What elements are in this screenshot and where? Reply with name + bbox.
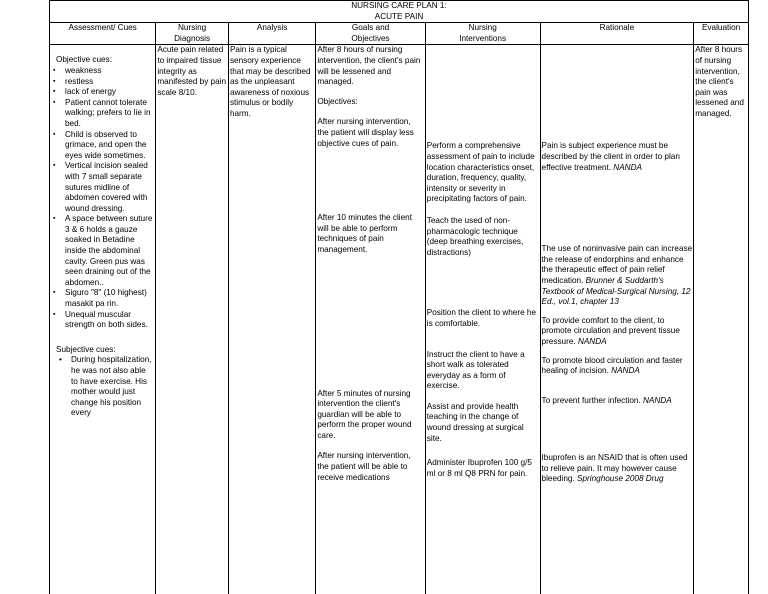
rationale-2: The use of noninvasive pain can increase the release of endorphins and enhance the therapeutic effect of pain relief medication. Brunner & Suddarth's Textbook of Medical-Surgical Nursing, 12 Ed., vol.1, chapter 13 (541, 244, 693, 307)
list-item: ▪ Child is observed to grimace, and open the eyes wide sometimes. (65, 130, 154, 162)
objective-4: After nursing intervention, the patient will be able to receive medications (317, 451, 411, 482)
rationale-3-source: NANDA (577, 336, 607, 346)
plan-title-line1: NURSING CARE PLAN 1: (351, 1, 447, 10)
header-assessment: Assessment/ Cues (50, 23, 156, 45)
goal-main: After 8 hours of nursing intervention, the client's pain will be lessened and managed. (317, 45, 421, 87)
diagnosis-text: Acute pain related to impaired tissue integrity as manifested by pain scale 8/10. (157, 45, 227, 97)
intervention-2: Teach the used of non-pharmacologic technique (deep breathing exercises, distractions) (426, 215, 524, 257)
plan-title-line2: ACUTE PAIN (374, 11, 424, 21)
list-item: ▪ Unequal muscular strength on both sides. (65, 310, 154, 331)
plan-title (50, 1, 749, 23)
intervention-4: Instruct the client to have a short walk as tolerated everyday as a form of exercise. (426, 349, 525, 391)
header-goals: Goals and Objectives (316, 23, 425, 45)
rationale-6-source: Springhouse 2008 Drug (577, 474, 664, 484)
intervention-1: Perform a comprehensive assessment of pain to include location characteristics onset, duration, frequency, quality, intensity or severity in precipitating factors of pain. (426, 141, 535, 204)
goals-cell (316, 45, 425, 594)
assessment-cell (50, 45, 156, 594)
evaluation-cell (694, 45, 749, 594)
subjective-cues-label: Subjective cues: (56, 344, 116, 354)
rationale-1-source: NANDA (613, 162, 642, 172)
analysis-cell (228, 45, 315, 594)
list-item: ▪ Patient cannot tolerate walking; prefers to lie in bed. (65, 98, 154, 130)
analysis-text: Pain is a typical sensory experience that may be described as the unpleasant awareness of noxious stimulus or bodily harm. (229, 45, 311, 118)
diagnosis-cell (156, 45, 229, 594)
care-plan-table (49, 0, 749, 594)
rationale-5: To prevent further infection. NANDA (541, 395, 672, 405)
intervention-3: Position the client to where he is comfortable. (426, 308, 537, 328)
rationale-cell (540, 45, 694, 594)
objective-1: After nursing intervention, the patient will display less objective cues of pain. (317, 117, 414, 148)
header-evaluation: Evaluation (694, 23, 749, 45)
rationale-2-source: Brunner & Suddarth's Textbook of Medical-Surgical Nursing, 12 Ed., vol.1, chapter 13 (541, 275, 691, 307)
objectives-label: Objectives: (317, 96, 358, 106)
rationale-4-source: NANDA (611, 366, 640, 376)
title-row (50, 1, 749, 23)
rationale-3: To provide comfort to the client, to promote circulation and prevent tissue pressure. NANDA (541, 315, 680, 346)
subjective-cues-list (51, 355, 154, 419)
rationale-1: Pain is subject experience must be described by the client in order to plan effective treatment. NANDA (541, 141, 680, 172)
rationale-6: Ibuprofen is an NSAID that is often used to relieve pain. It may however cause bleeding. Springhouse 2008 Drug (541, 453, 688, 484)
header-rationale: Rationale (540, 23, 694, 45)
header-diagnosis: Nursing Diagnosis (156, 23, 229, 45)
content-row (50, 45, 749, 594)
list-item: ▪ Vertical incision sealed with 7 small separate sutures midline of abdomen covered with wound dressing. (65, 161, 154, 214)
objective-2: After 10 minutes the client will be able to perform techniques of pain management. (317, 213, 412, 254)
header-analysis: Analysis (228, 23, 315, 45)
list-item: • During hospitalization, he was not also able to have exercise. His mother would just change his position every (71, 355, 154, 419)
intervention-5: Assist and provide health teaching in the change of wound dressing at surgical site. (426, 401, 524, 443)
rationale-4: To promote blood circulation and faster healing of incision. NANDA (541, 355, 683, 376)
list-item: ▪ Siguro "8" (10 highest) masakit pa rin. (65, 288, 154, 309)
list-item: ▪ weakness (65, 66, 154, 77)
header-row (50, 23, 749, 45)
interventions-cell (425, 45, 540, 594)
objective-cues-list (51, 66, 154, 331)
intervention-6: Administer Ibuprofen 100 g/5 ml or 8 ml Q8 PRN for pain. (426, 458, 532, 478)
objective-3: After 5 minutes of nursing intervention the client's guardian will be able to perform the proper wound care. (317, 388, 412, 440)
list-item: ▪ A space between suture 3 & 6 holds a gauze soaked in Betadine inside the abdominal cavity. Green pus was seen draining out of the abdomen.. (65, 214, 154, 288)
list-item: ▪ lack of energy (65, 87, 154, 98)
objective-cues-label: Objective cues: (56, 55, 112, 65)
header-interventions: Nursing Interventions (425, 23, 540, 45)
list-item: ▪ restless (65, 77, 154, 88)
rationale-5-source: NANDA (643, 395, 672, 405)
evaluation-text: After 8 hours of nursing intervention, the client's pain was lessened and managed. (695, 45, 744, 118)
